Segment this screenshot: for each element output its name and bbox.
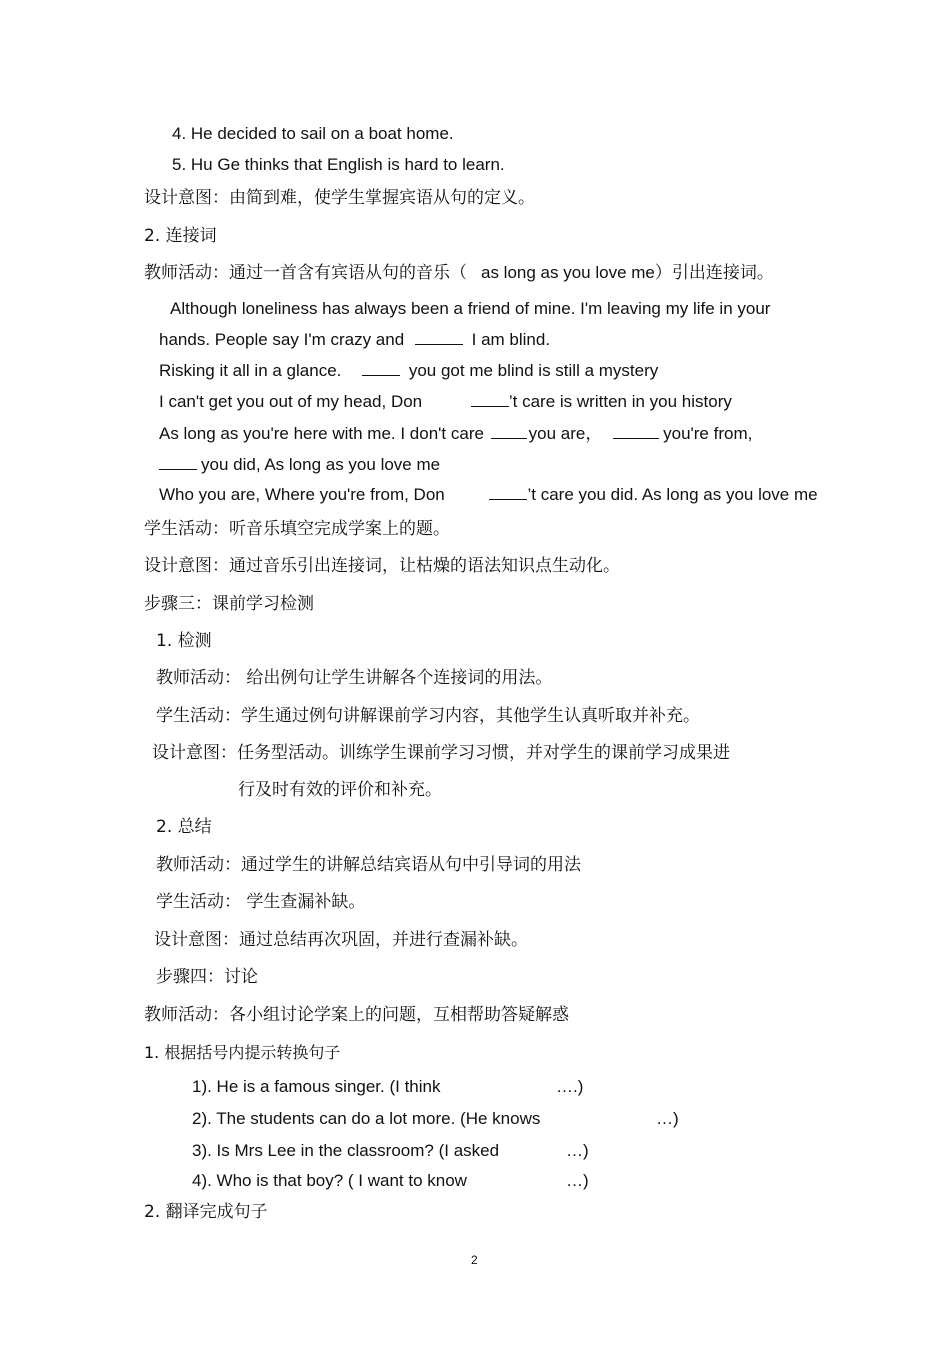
text-segment: As long as you're here with me. I don't care	[159, 424, 484, 443]
text-segment: ’t care	[527, 485, 574, 504]
text-segment: hands. People say I'm crazy and	[159, 330, 405, 349]
text-segment: …)	[566, 1171, 589, 1190]
song-title: as long as you love me	[481, 263, 655, 282]
lyrics-line	[159, 391, 732, 413]
student-activity: 学生活动：学生通过例句讲解课前学习内容，其他学生认真听取并补充。	[156, 706, 700, 726]
exercise-item	[192, 1140, 589, 1162]
design-intent: 设计意图：任务型活动。训练学生课前学习习惯，并对学生的课前学习成果进	[152, 743, 730, 763]
exercise-item	[192, 1108, 679, 1130]
text-segment: ’t care	[508, 392, 556, 411]
student-activity: 学生活动： 学生查漏补缺。	[156, 892, 366, 912]
text-line: 4. He decided to sail on a boat home.	[172, 124, 454, 143]
blank-line	[471, 391, 509, 407]
text-segment: is written in you history	[559, 392, 732, 411]
text-segment: you are，	[528, 424, 603, 443]
exercise-heading: 1. 根据括号内提示转换句子	[144, 1043, 341, 1062]
section-heading: 2. 连接词	[144, 226, 217, 246]
design-intent: 设计意图：通过音乐引出连接词，让枯燥的语法知识点生动化。	[144, 556, 620, 576]
design-intent: 设计意图：通过总结再次巩固，并进行查漏补缺。	[154, 930, 528, 950]
text-segment: ）引出连接词。	[654, 263, 774, 283]
step-heading: 步骤三：课前学习检测	[144, 594, 314, 614]
text-segment: …)	[566, 1141, 589, 1160]
text-segment: 3). Is Mrs Lee in the classroom? (I asked	[192, 1141, 500, 1160]
blank-line	[159, 454, 197, 470]
text-segment: you got me blind is still a mystery	[408, 361, 659, 380]
text-segment: you did, As long as you love me	[201, 455, 441, 474]
text-segment: Who you are, Where you're from, Don	[159, 485, 445, 504]
blank-line	[489, 484, 527, 500]
blank-line	[491, 423, 527, 439]
lyrics-line	[159, 454, 440, 476]
page-number: 2	[471, 1253, 478, 1267]
text-segment: I can't get you out of my head, Don	[159, 392, 423, 411]
text-segment: 4). Who is that boy? ( I want to know	[192, 1171, 467, 1190]
text-segment: Risking it all in a glance.	[159, 361, 342, 380]
lyrics-line	[159, 360, 658, 382]
teacher-activity: 教师活动：通过学生的讲解总结宾语从句中引导词的用法	[156, 855, 581, 875]
exercise-heading: 2. 翻译完成句子	[144, 1202, 268, 1222]
text-line: 5. Hu Ge thinks that English is hard to learn.	[172, 155, 505, 174]
exercise-item	[192, 1076, 584, 1098]
text-segment: you're from,	[663, 424, 753, 443]
blank-line	[362, 360, 400, 376]
text-segment: 1). He is a famous singer. (I think	[192, 1077, 441, 1096]
teacher-activity	[144, 262, 774, 284]
lyrics-line	[159, 329, 550, 351]
step-heading: 步骤四：讨论	[156, 967, 258, 987]
lyrics-line: Although loneliness has always been a friend of mine. I'm leaving my life in your	[170, 299, 771, 318]
blank-line	[613, 423, 659, 439]
design-intent: 设计意图：由简到难，使学生掌握宾语从句的定义。	[144, 188, 535, 208]
text-segment: 2). The students can do a lot more. (He knows	[192, 1109, 541, 1128]
lyrics-line	[159, 423, 752, 445]
teacher-activity: 教师活动：各小组讨论学案上的问题，互相帮助答疑解惑	[144, 1005, 569, 1025]
teacher-activity: 教师活动： 给出例句让学生讲解各个连接词的用法。	[156, 668, 553, 688]
text-segment: I am blind.	[471, 330, 551, 349]
text-segment: …)	[656, 1109, 679, 1128]
section-heading: 1. 检测	[156, 631, 212, 651]
lyrics-line	[159, 484, 818, 506]
text-segment: you did. As long as you love me	[578, 485, 818, 504]
section-heading: 2. 总结	[156, 817, 212, 837]
text-segment: ….)	[556, 1077, 584, 1096]
exercise-item	[192, 1170, 589, 1192]
text-segment: 教师活动：通过一首含有宾语从句的音乐（	[144, 263, 467, 283]
student-activity: 学生活动：听音乐填空完成学案上的题。	[144, 519, 450, 539]
blank-line	[415, 329, 463, 345]
design-intent-continued: 行及时有效的评价和补充。	[238, 780, 442, 800]
